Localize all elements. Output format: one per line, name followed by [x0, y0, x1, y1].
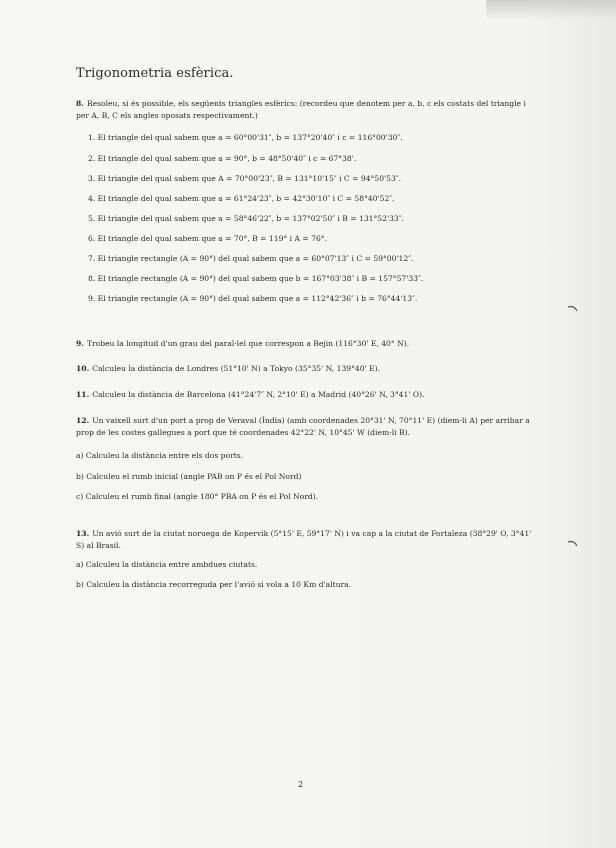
exercise-text: Un avió surt de la ciutat noruega de Kopervik (5°15' E, 59°17' N) i va cap a la ciutat de Fortaleza (38°29' O, 3°41' S) al Brasil.: [76, 529, 532, 550]
exercise-8-item: 1. El triangle del qual sabem que a = 60°00'31″, b = 137°20'40″ i c = 116°00'30″.: [88, 133, 403, 142]
page-title: Trigonometria esfèrica.: [76, 66, 234, 81]
exercise-text: Calculeu la distància de Londres (51°10' N) a Tokyo (35°35' N, 139°40' E).: [92, 364, 380, 373]
exercise-text: Trobeu la longitud d'un grau del paral·lel que correspon a Bejin (116°30' E, 40° N).: [86, 339, 410, 348]
exercise-8-item: 9. El triangle rectangle (A = 90°) del qual sabem que a = 112°42'36″ i b = 76°44'13″.: [88, 294, 418, 303]
exercise-number: 8.: [76, 99, 84, 108]
exercise-number: 13.: [76, 529, 90, 538]
exercise-13-sub: b) Calculeu la distància recorreguda per l'avió si vola a 10 Km d'altura.: [76, 580, 352, 589]
exercise-8-item: 5. El triangle del qual sabem que a = 58°46'22″, b = 137°02'50″ i B = 131°52'33″.: [88, 214, 404, 223]
exercise-12-intro: [76, 415, 538, 438]
exercise-text: Calculeu la distància de Barcelona (41°24'7″ N, 2°10' E) a Madrid (40°26' N, 3°41' O).: [92, 390, 425, 399]
exercise-8-item: 2. El triangle del qual sabem que a = 90°, b = 48°50'40″ i c = 67°38'.: [88, 154, 357, 163]
exercise-number: 11.: [76, 390, 90, 399]
hole-mark-icon: [568, 305, 578, 313]
scan-shadow: [486, 0, 616, 20]
exercise-10: [76, 363, 538, 375]
exercise-number: 9.: [76, 339, 84, 348]
exercise-8-item: 4. El triangle del qual sabem que a = 61°24'23″, b = 42°30'10″ i C = 58°40'52″.: [88, 194, 395, 203]
exercise-9: [76, 338, 538, 350]
exercise-12-sub: a) Calculeu la distància entre els dos ports.: [76, 451, 244, 460]
exercise-8-item: 3. El triangle del qual sabem que A = 70°00'23″, B = 131°10'15″ i C = 94°50'53″.: [88, 174, 402, 183]
exercise-8-intro: [76, 98, 538, 121]
exercise-number: 12.: [76, 416, 90, 425]
exercise-number: 10.: [76, 364, 90, 373]
page-number: 2: [298, 780, 304, 789]
exercise-8-item: 7. El triangle rectangle (A = 90°) del qual sabem que a = 60°07'13″ i C = 59°00'12″.: [88, 254, 414, 263]
exercise-8-item: 6. El triangle del qual sabem que a = 70°, B = 119° i A = 76°.: [88, 234, 328, 243]
exercise-13-sub: a) Calculeu la distància entre ambdues ciutats.: [76, 560, 258, 569]
exercise-text: Un vaixell surt d'un port a prop de Veraval (Índia) (amb coordenades 20°31' N, 70°11' E) (diem-li A) per arribar a prop de les costes gallegues a port que té coordenades 42°22' N, 10°45' W (diem-li B).: [76, 416, 530, 437]
exercise-11: [76, 389, 538, 401]
exercise-13-intro: [76, 528, 538, 551]
hole-mark-icon: [568, 540, 578, 548]
exercise-12-sub: b) Calculeu el rumb inicial (angle PAB on P és el Pol Nord): [76, 472, 302, 481]
exercise-12-sub: c) Calculeu el rumb final (angle 180° PBA on P és el Pol Nord).: [76, 492, 319, 501]
exercise-8-item: 8. El triangle rectangle (A = 90°) del qual sabem que b = 167°03'38″ i B = 157°57'33″.: [88, 274, 424, 283]
exercise-text: Resoleu, si és possible, els següents triangles esfèrics: (recordeu que denotem per a, b, c els costats del triangle i per A, B, C els angles oposats respectivament.): [76, 99, 526, 120]
